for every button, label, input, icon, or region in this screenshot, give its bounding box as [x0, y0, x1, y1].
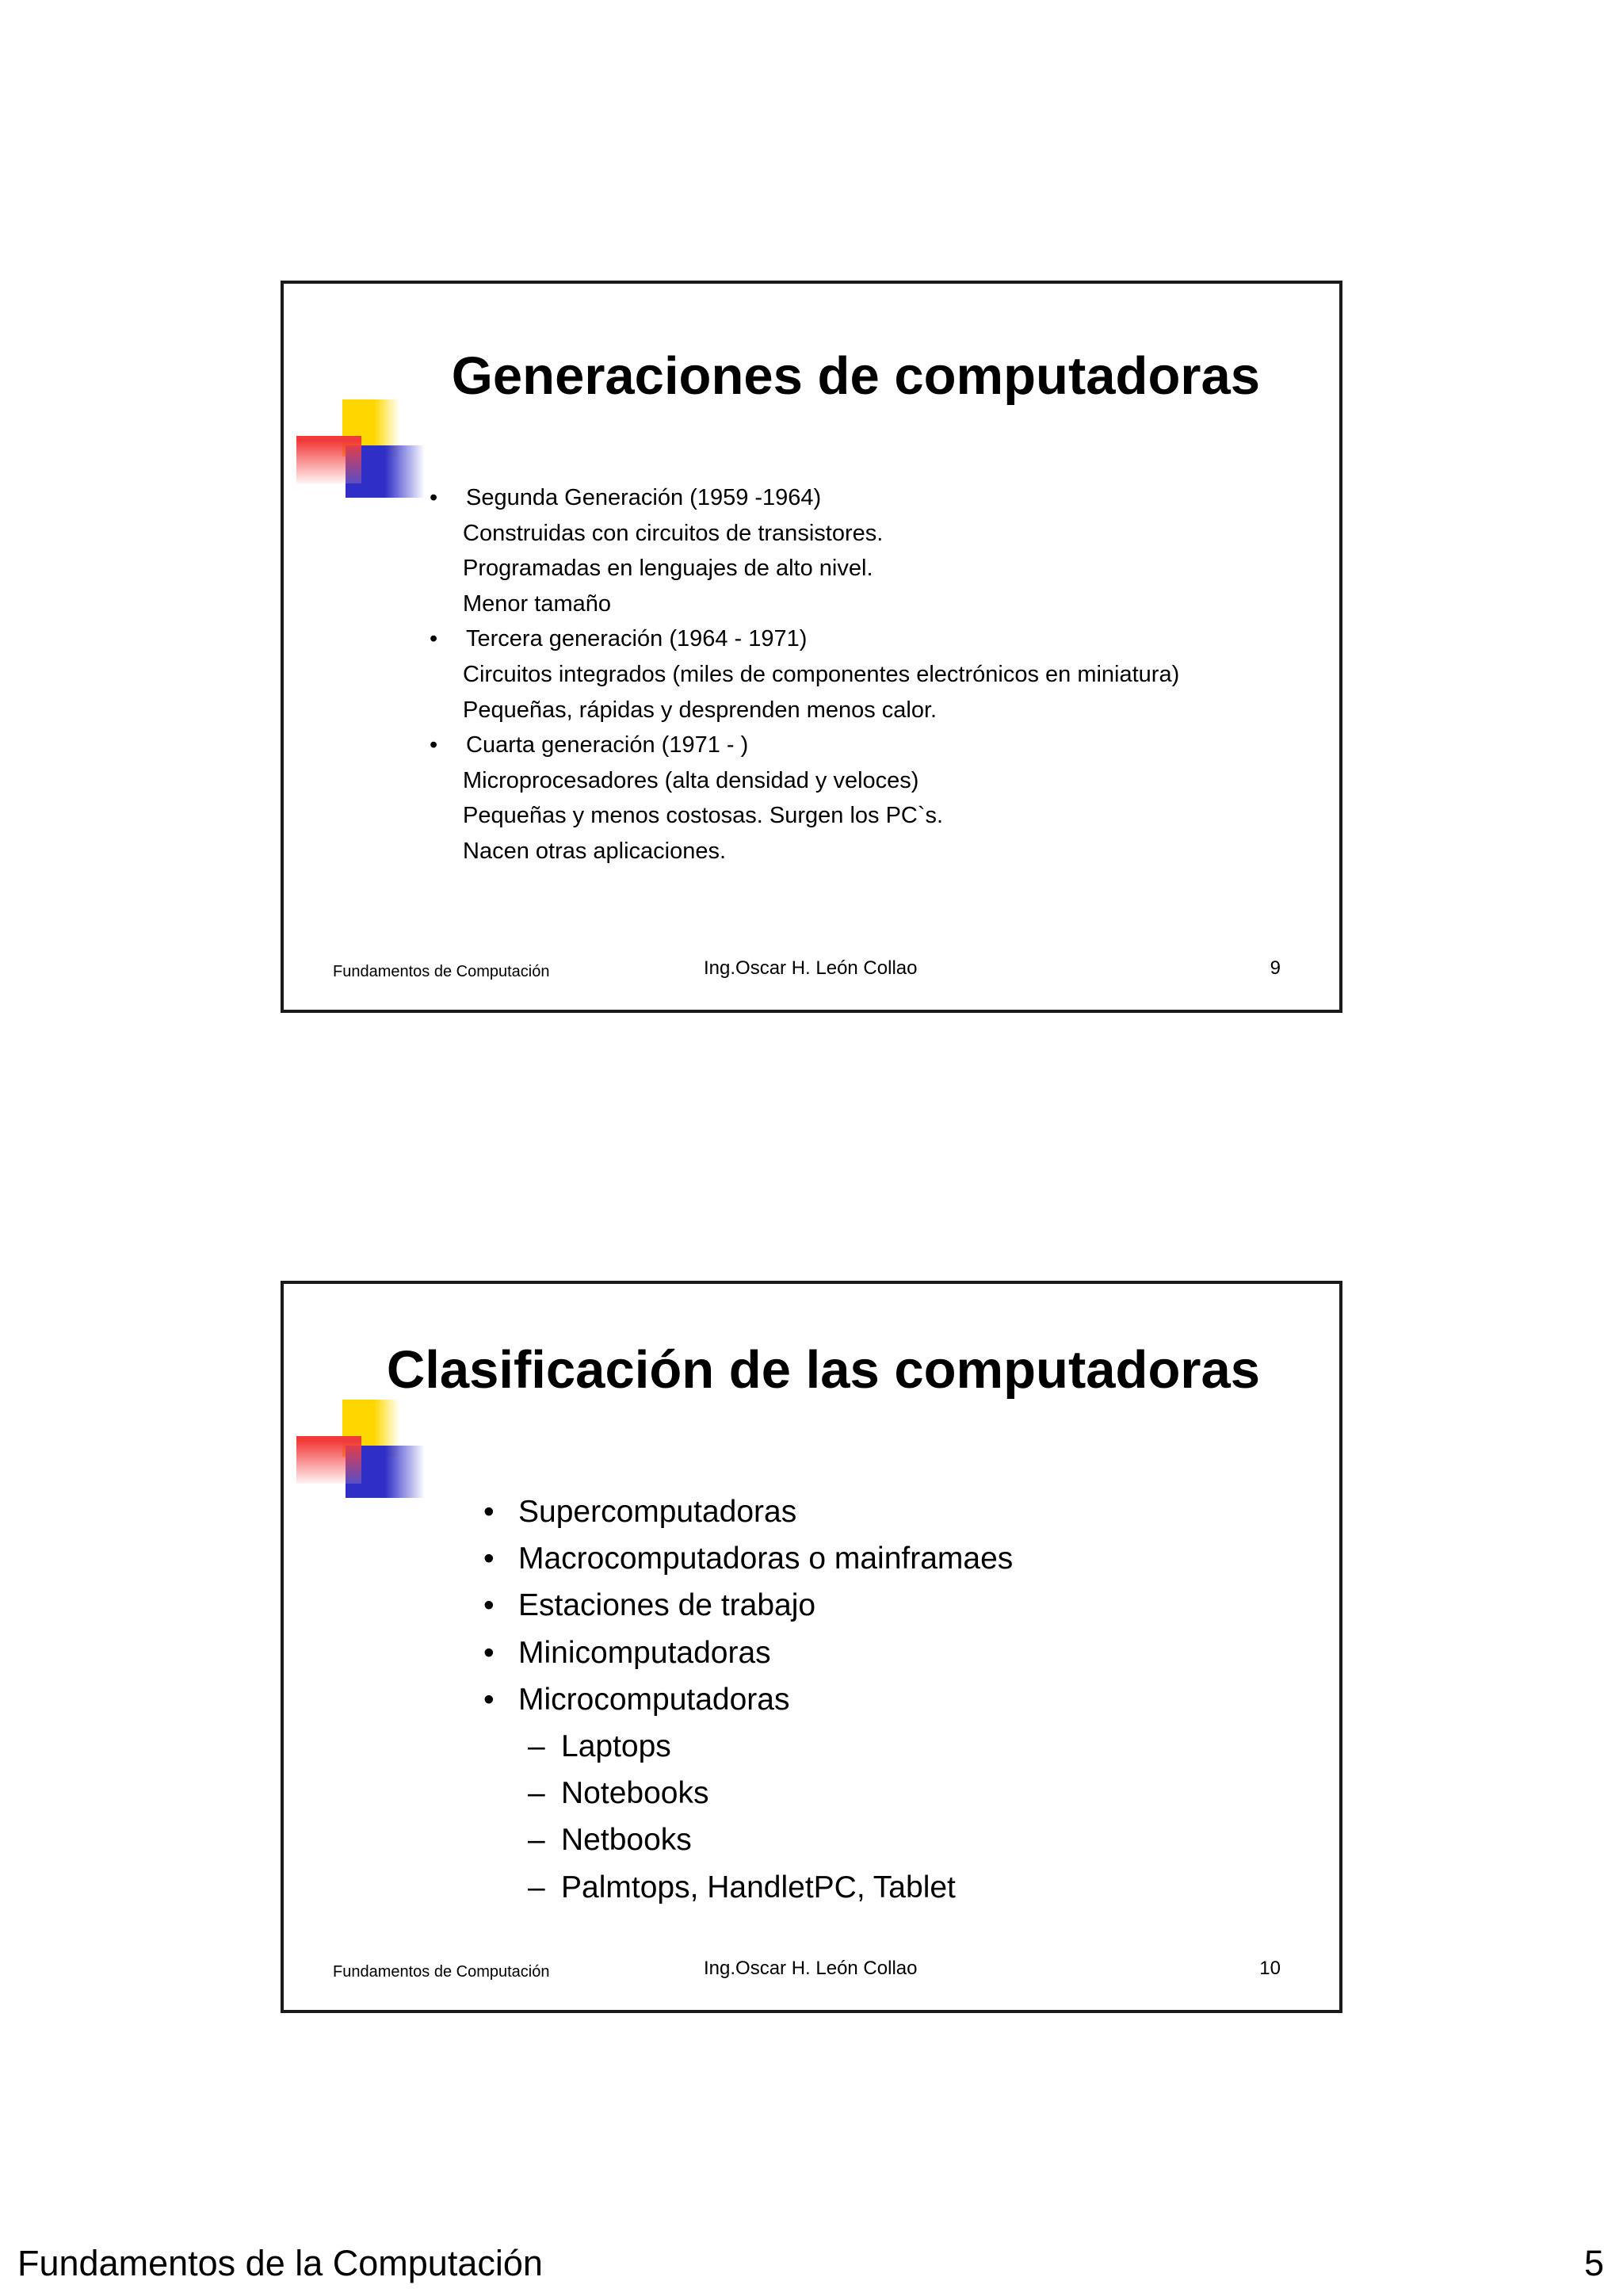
classification-subitem: – Netbooks [482, 1817, 1013, 1863]
classification-subitem: – Notebooks [482, 1770, 1013, 1817]
slide-title: Clasificación de las computadoras [386, 1340, 1260, 1400]
slide-generaciones [281, 281, 1342, 1013]
red-square-decoration [296, 1436, 361, 1484]
generation-heading: • Tercera generación (1964 - 1971) [430, 621, 1179, 657]
slide-number: 10 [1259, 1958, 1281, 1979]
generation-detail: Construidas con circuitos de transistores. [463, 520, 884, 546]
classification-subitem: – Palmtops, HandletPC, Tablet [482, 1864, 1013, 1911]
slide-footer-author: Ing.Oscar H. León Collao [704, 957, 918, 979]
slide-number: 9 [1270, 957, 1281, 979]
slide-footer-course: Fundamentos de Computación [333, 1963, 550, 1981]
classification-item: • Minicomputadoras [482, 1629, 1013, 1676]
classification-list [482, 1488, 1013, 1911]
slide-footer-author: Ing.Oscar H. León Collao [704, 1958, 918, 1979]
generation-detail: Pequeñas y menos costosas. Surgen los PC`s. [463, 803, 944, 829]
classification-subitem: – Laptops [482, 1723, 1013, 1770]
classification-item: • Macrocomputadoras o mainframaes [482, 1535, 1013, 1582]
generation-heading: • Cuarta generación (1971 - ) [430, 728, 1179, 763]
red-square-decoration [296, 436, 361, 483]
slide-decoration-squares [296, 399, 423, 502]
generation-detail: Circuitos integrados (miles de componentes electrónicos en miniatura) [463, 661, 1180, 687]
slide-decoration-squares [296, 1400, 423, 1503]
slide-footer-course: Fundamentos de Computación [333, 963, 550, 980]
classification-item: • Supercomputadoras [482, 1488, 1013, 1535]
slide-title: Generaciones de computadoras [451, 346, 1260, 406]
generation-detail: Microprocesadores (alta densidad y veloces) [463, 767, 919, 793]
classification-item: • Microcomputadoras [482, 1676, 1013, 1723]
slide-clasificacion [281, 1281, 1342, 2013]
page-footer-title: Fundamentos de la Computación [17, 2243, 543, 2283]
generations-list [430, 480, 1179, 869]
generation-detail: Menor tamaño [463, 590, 611, 617]
classification-item: • Estaciones de trabajo [482, 1582, 1013, 1629]
generation-heading: • Segunda Generación (1959 -1964) [430, 480, 1179, 516]
page-number: 5 [1583, 2243, 1604, 2283]
generation-detail: Pequeñas, rápidas y desprenden menos calor. [463, 697, 938, 723]
generation-detail: Nacen otras aplicaciones. [463, 838, 727, 864]
generation-detail: Programadas en lenguajes de alto nivel. [463, 556, 873, 582]
